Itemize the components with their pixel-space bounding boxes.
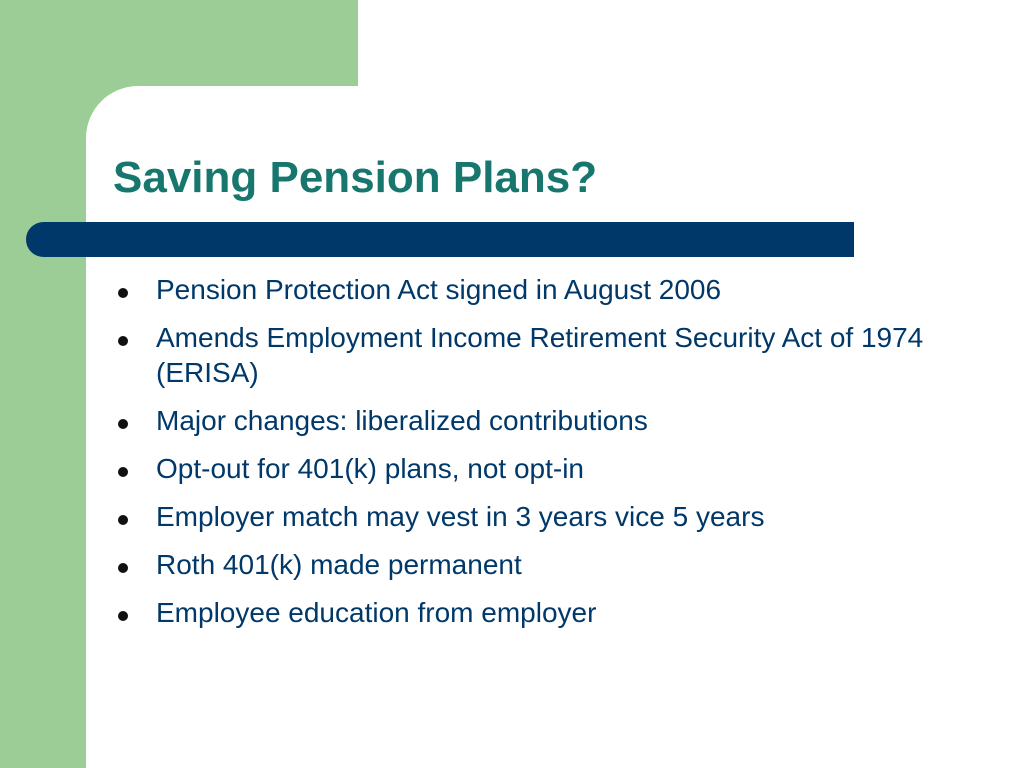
bullet-item — [113, 595, 993, 630]
bullet-item — [113, 451, 993, 486]
bullet-text: Pension Protection Act signed in August 2006 — [156, 274, 722, 305]
bullet-item — [113, 272, 993, 307]
bullet-list — [113, 272, 993, 643]
bullet-text: Roth 401(k) made permanent — [156, 549, 522, 580]
bullet-text: Major changes: liberalized contributions — [156, 405, 648, 436]
bullet-dot-icon — [118, 467, 128, 477]
left-green-accent — [0, 0, 86, 768]
bullet-dot-icon — [118, 563, 128, 573]
top-right-white-area — [358, 0, 1024, 86]
bullet-dot-icon — [118, 336, 128, 346]
slide-title: Saving Pension Plans? — [113, 153, 598, 202]
top-green-accent — [0, 0, 358, 86]
bullet-dot-icon — [118, 611, 128, 621]
bullet-text: Amends Employment Income Retirement Security Act of 1974 (ERISA) — [156, 322, 924, 388]
bullet-dot-icon — [118, 288, 128, 298]
bullet-text: Employee education from employer — [156, 597, 597, 628]
bullet-dot-icon — [118, 515, 128, 525]
bullet-dot-icon — [118, 419, 128, 429]
bullet-text: Opt-out for 401(k) plans, not opt-in — [156, 453, 584, 484]
title-underline-bar — [26, 222, 854, 257]
bullet-item — [113, 547, 993, 582]
bullet-item — [113, 403, 993, 438]
bullet-item — [113, 320, 993, 390]
bullet-text: Employer match may vest in 3 years vice 5 years — [156, 501, 765, 532]
bullet-item — [113, 499, 993, 534]
